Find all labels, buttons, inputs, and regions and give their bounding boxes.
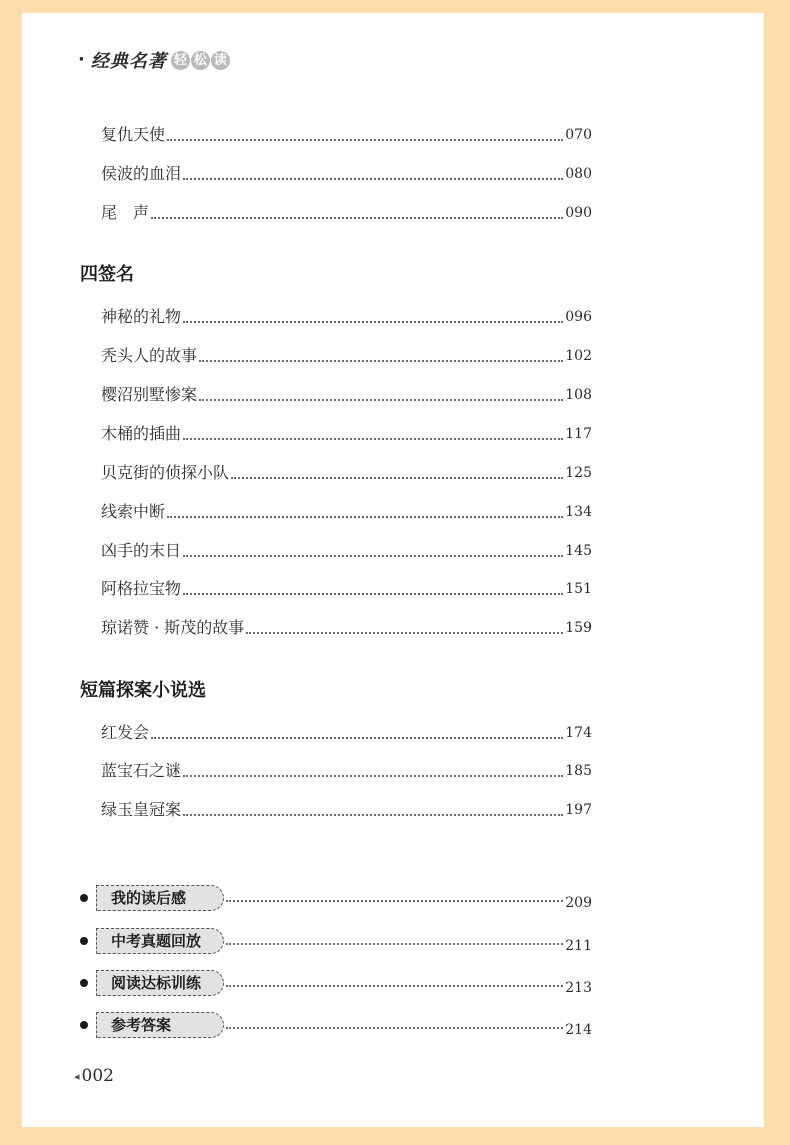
toc-entry-title: 木桶的插曲: [101, 424, 182, 443]
page-marker-icon: ◂: [74, 1069, 80, 1083]
dot-leader: [226, 943, 563, 945]
dot-leader: [199, 399, 563, 401]
dot-leader: [226, 900, 563, 902]
toc-entry-title: 神秘的礼物: [101, 307, 182, 326]
toc-entry-page: 159: [565, 620, 592, 636]
section-heading: 短篇探案小说选: [80, 680, 206, 701]
page-number-value: 002: [81, 1066, 114, 1086]
dot-leader: [183, 814, 563, 816]
toc-entry-page: 102: [565, 348, 592, 364]
toc-entry[interactable]: [101, 462, 592, 484]
toc-entry[interactable]: [101, 423, 592, 445]
subtitle-char: 松: [191, 51, 210, 70]
appendix-label: 中考真题回放: [96, 928, 224, 954]
toc-entry[interactable]: [101, 501, 592, 523]
toc-entry[interactable]: [101, 384, 592, 406]
page-number: [74, 1066, 114, 1086]
dot-leader: [226, 985, 563, 987]
toc-entry-title: 贝克街的侦探小队: [101, 463, 230, 482]
bullet-icon: [80, 979, 88, 987]
appendix-page: 209: [565, 895, 592, 911]
toc-entry-title: 秃头人的故事: [101, 346, 198, 365]
dot-leader: [183, 593, 563, 595]
running-header: [78, 47, 231, 73]
dot-leader: [199, 360, 563, 362]
toc-entry[interactable]: [101, 617, 592, 639]
toc-entry-page: 080: [565, 166, 592, 182]
toc-entry-title: 蓝宝石之谜: [101, 761, 182, 780]
toc-entry[interactable]: [101, 722, 592, 744]
toc-entry[interactable]: [101, 306, 592, 328]
toc-entry[interactable]: [101, 202, 592, 224]
toc-entry[interactable]: [101, 540, 592, 562]
appendix-label: 参考答案: [96, 1012, 224, 1038]
toc-entry[interactable]: [101, 578, 592, 600]
toc-entry[interactable]: [101, 163, 592, 185]
toc-entry-title: 阿格拉宝物: [101, 579, 182, 598]
appendix-entry[interactable]: [80, 926, 592, 956]
toc-entry-title: 侯波的血泪: [101, 164, 182, 183]
dot-leader: [167, 139, 563, 141]
appendix-entry[interactable]: [80, 968, 592, 998]
toc-entry-title: 凶手的末日: [101, 541, 182, 560]
toc-entry-title: 琼诺赞 · 斯茂的故事: [101, 618, 245, 637]
toc-entry-page: 090: [565, 205, 592, 221]
toc-entry-page: 134: [565, 504, 592, 520]
dot-leader: [246, 632, 563, 634]
appendix-page: 214: [565, 1022, 592, 1038]
toc-entry-page: 125: [565, 465, 592, 481]
bullet-icon: [80, 937, 88, 945]
appendix-entry[interactable]: [80, 1010, 592, 1040]
toc-entry-title: 线索中断: [101, 502, 166, 521]
dot-leader: [151, 737, 563, 739]
toc-entry[interactable]: [101, 760, 592, 782]
bullet-icon: [80, 894, 88, 902]
appendix-entry[interactable]: [80, 883, 592, 913]
toc-entry-page: 197: [565, 802, 592, 818]
toc-entry-page: 174: [565, 725, 592, 741]
dot-leader: [183, 178, 563, 180]
dot-leader: [167, 516, 563, 518]
dot-leader: [183, 438, 563, 440]
toc-entry[interactable]: [101, 124, 592, 146]
subtitle-char: 读: [211, 51, 230, 70]
toc-entry-title: 尾 声: [101, 203, 150, 222]
appendix-page: 211: [565, 938, 592, 954]
toc-entry-page: 070: [565, 127, 592, 143]
dot-leader: [183, 555, 563, 557]
dot-leader: [151, 217, 563, 219]
toc-entry-title: 绿玉皇冠案: [101, 800, 182, 819]
appendix-label: 阅读达标训练: [96, 970, 224, 996]
header-bullet: ·: [78, 49, 85, 70]
toc-entry[interactable]: [101, 799, 592, 821]
toc-entry-title: 复仇天使: [101, 125, 166, 144]
toc-entry-page: 185: [565, 763, 592, 779]
toc-entry-title: 红发会: [101, 723, 150, 742]
toc-entry-title: 樱沼别墅惨案: [101, 385, 198, 404]
appendix-page: 213: [565, 980, 592, 996]
subtitle-char: 轻: [171, 51, 190, 70]
bullet-icon: [80, 1021, 88, 1029]
dot-leader: [231, 477, 563, 479]
series-title: 经典名著: [90, 51, 167, 72]
toc-entry-page: 117: [565, 426, 592, 442]
series-subtitle: [171, 51, 231, 70]
toc-entry-page: 096: [565, 309, 592, 325]
appendix-label: 我的读后感: [96, 885, 224, 911]
section-heading: 四签名: [80, 264, 134, 285]
toc-entry-page: 108: [565, 387, 592, 403]
dot-leader: [183, 775, 563, 777]
toc-entry[interactable]: [101, 345, 592, 367]
dot-leader: [183, 321, 563, 323]
toc-entry-page: 151: [565, 581, 592, 597]
dot-leader: [226, 1027, 563, 1029]
toc-entry-page: 145: [565, 543, 592, 559]
